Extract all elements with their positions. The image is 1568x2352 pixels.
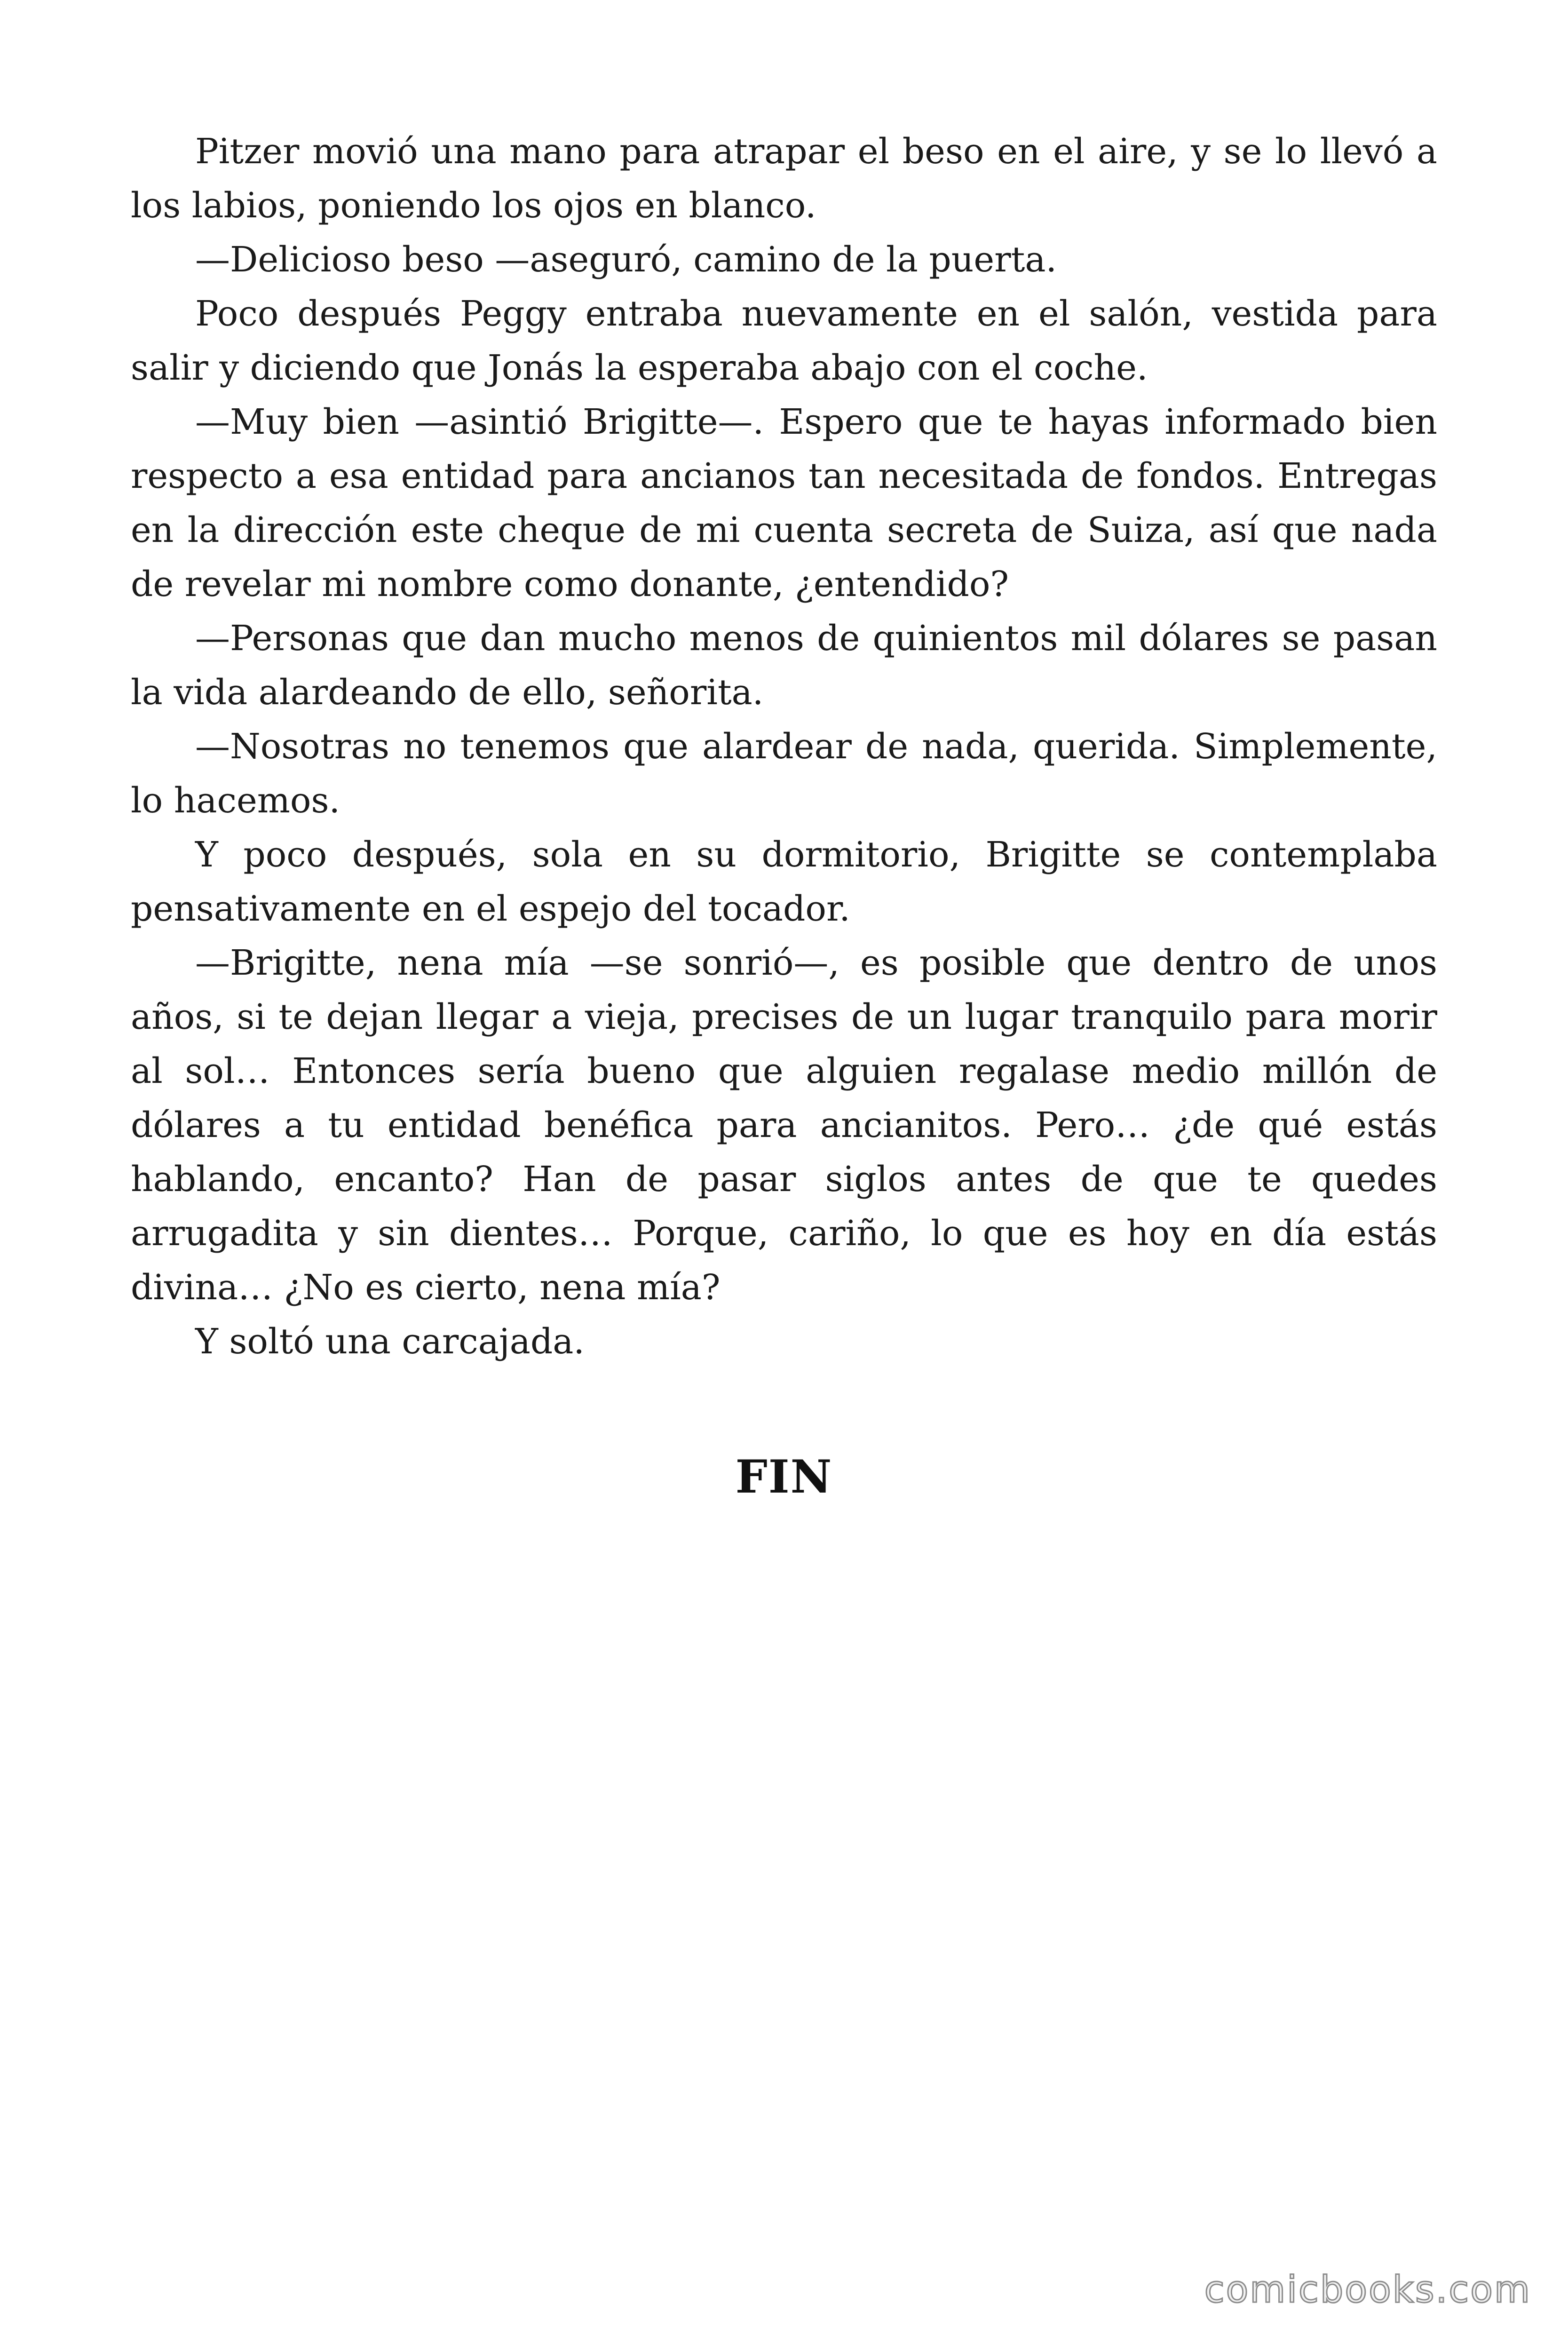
- paragraph: Poco después Peggy entraba nuevamente en el salón, vestida para salir y diciendo que Jonás la esperaba abajo con el coche.: [131, 294, 1437, 388]
- end-title: FIN: [735, 1450, 833, 1503]
- paragraph: —Nosotras no tenemos que alardear de nada, querida. Simplemente, lo hacemos.: [131, 726, 1437, 821]
- paragraph: Y poco después, sola en su dormitorio, Brigitte se contemplaba pensativamente en el espejo del tocador.: [131, 834, 1437, 929]
- paragraph: —Brigitte, nena mía —se sonrió—, es posible que dentro de unos años, si te dejan llegar a vieja, precises de un lugar tranquilo para morir al sol… Entonces sería bueno que alguien regalase medio millón de dólares a tu entidad benéfica para ancianitos. Pero… ¿de qué estás hablando, encanto? Han de pasar siglos antes de que te quedes arrugadita y sin dientes… Porque, cariño, lo que es hoy en día estás divina… ¿No es cierto, nena mía?: [131, 943, 1437, 1308]
- paragraph: Y soltó una carcajada.: [195, 1321, 585, 1362]
- paragraph: —Personas que dan mucho menos de quinientos mil dólares se pasan la vida alardeando de ello, señorita.: [131, 618, 1437, 713]
- watermark-text: comicbooks.com: [1204, 2269, 1531, 2311]
- body-text: [131, 125, 1437, 1369]
- paragraph: Pitzer movió una mano para atrapar el beso en el aire, y se lo llevó a los labios, poniendo los ojos en blanco.: [131, 131, 1437, 226]
- paragraph: —Delicioso beso —aseguró, camino de la puerta.: [195, 239, 1057, 280]
- paragraph: —Muy bien —asintió Brigitte—. Espero que te hayas informado bien respecto a esa entidad para ancianos tan necesitada de fondos. Entregas en la dirección este cheque de mi cuenta secreta de Suiza, así que nada de revelar mi nombre como donante, ¿entendido?: [131, 402, 1437, 604]
